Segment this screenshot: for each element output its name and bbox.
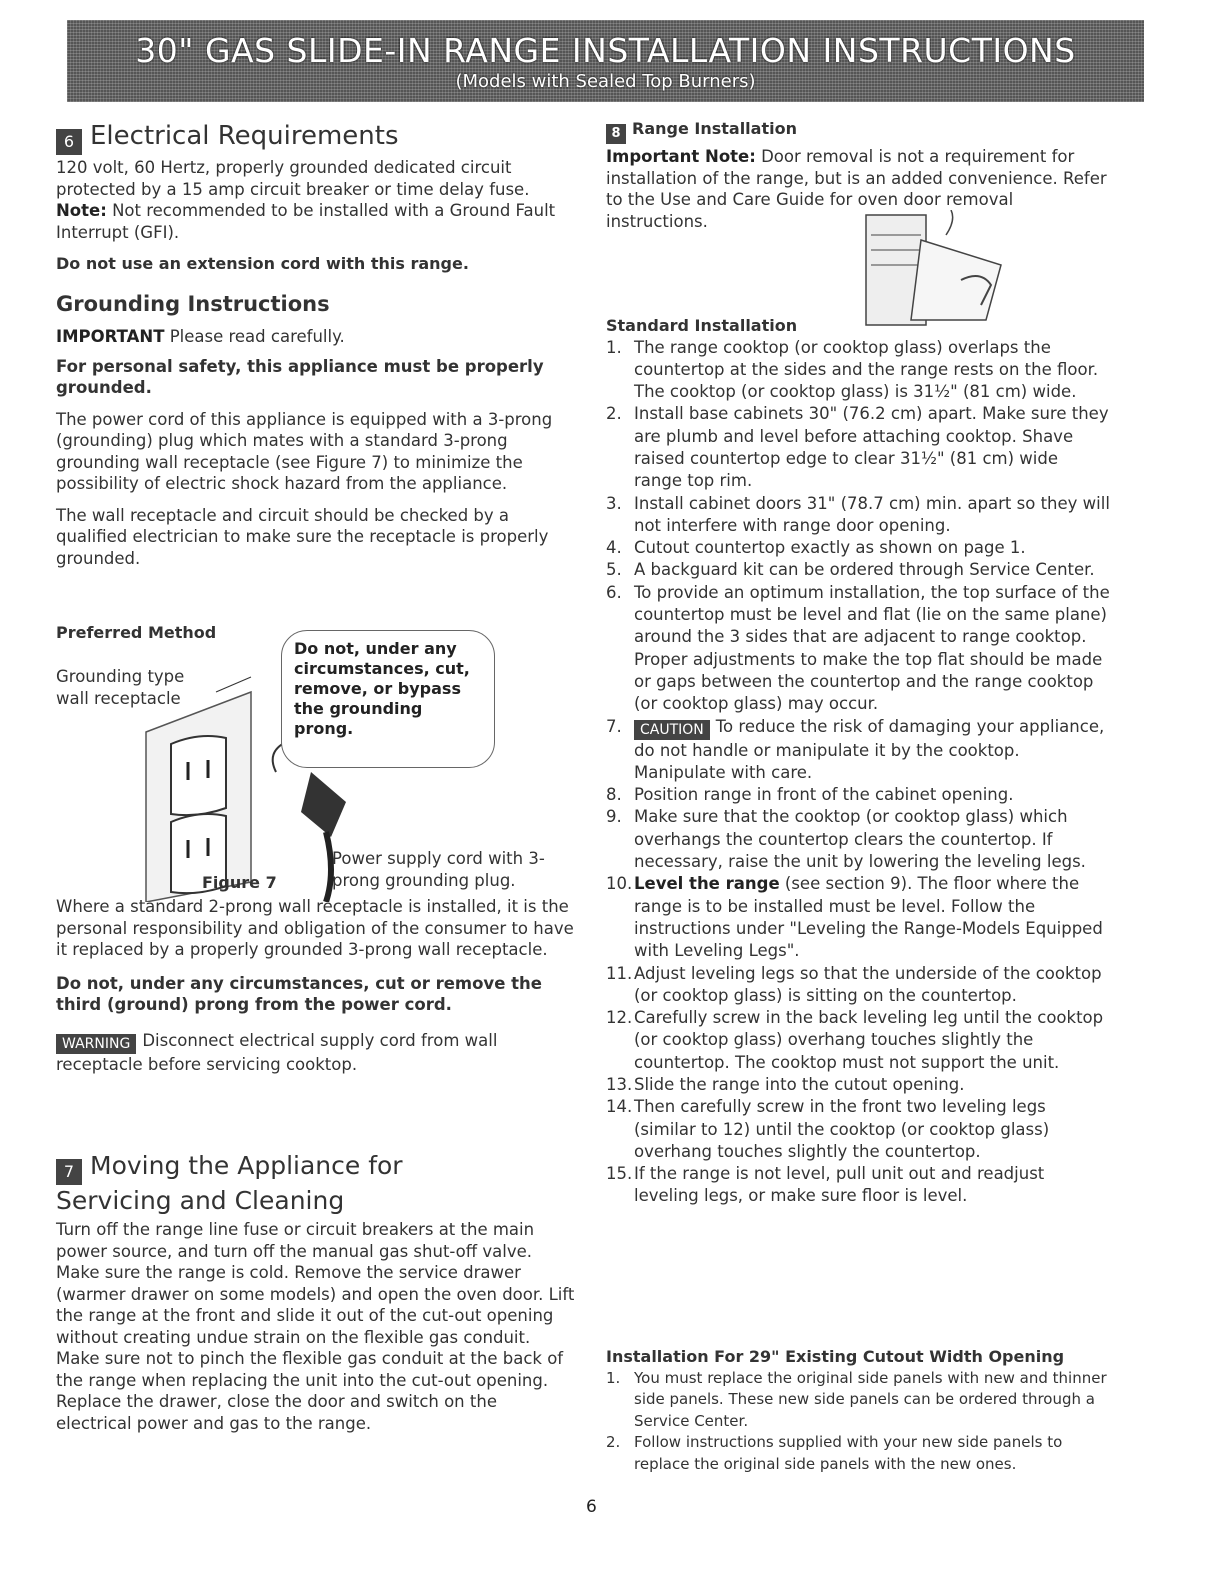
list-item: 4. Cutout countertop exactly as shown on page 1. [606,538,1026,558]
grounding-continued [56,896,576,1075]
standard-steps [606,337,1111,1208]
figure-7 [56,622,576,894]
range-install-heading-text: Range Installation [632,119,797,138]
section-number-badge: 8 [606,124,626,144]
list-item: 1. You must replace the original side panels with new and thinner side panels. These new side panels can be ordered through a Service Center. [606,1368,1107,1430]
electrical-section [56,120,576,275]
grounding-para1: The power cord of this appliance is equipped with a 3-prong (grounding) plug which mates with a standard 3-prong grounding wall receptacle (see Figure 7) to minimize the possibility of electric shock hazard from the appliance. [56,409,553,493]
important-note [606,146,1111,232]
important-note-text: Door removal is not a requirement for installation of the range, but is an added convenience. Refer to the Use and Care Guide for oven door removal instructions. [606,147,1107,231]
extension-cord-warning: Do not use an extension cord with this range. [56,254,469,273]
range-install-heading [606,118,1111,144]
existing-cutout-steps [606,1368,1111,1476]
important-line [56,326,576,348]
moving-section [56,1150,576,1434]
list-item-level: 10. Level the range (see section 9). The floor where the range is to be installed must be level. Follow the instructions under "Leveling the Range-Models Equipped with Leveling Legs". [606,874,1103,961]
cord-label: Power supply cord with 3-prong grounding plug. [332,849,545,890]
list-item: 6. To provide an optimum installation, the top surface of the countertop must be level and flat (lie on the same plane) around the 3 sides that are adjacent to range cooktop. Proper adjustments to make the top flat should be made or gaps between the countertop and the range cooktop (or cooktop glass) may occur. [606,582,1110,714]
list-item-caution: 7. CAUTION To reduce the risk of damaging your appliance, do not handle or manipulate it by the cooktop. Manipulate with care. [606,716,1105,782]
prong-warning: Do not, under any circumstances, cut or remove the third (ground) prong from the power cord. [56,973,542,1014]
moving-heading [56,1150,576,1217]
grounding-section [56,290,576,569]
warning-line [56,1030,576,1076]
list-item: 12. Carefully screw in the back leveling leg until the cooktop (or cooktop glass) overhang touches slightly the countertop. The cooktop must not support the unit. [606,1008,1104,1072]
list-item: 13. Slide the range into the cutout opening. [606,1075,965,1094]
important-text: Please read carefully. [164,327,345,346]
list-item: 2. Install base cabinets 30" (76.2 cm) apart. Make sure they are plumb and level before attaching cooktop. Shave raised countertop edge to clear 31½" (81 cm) wide range top rim. [606,404,1109,491]
list-item: 9. Make sure that the cooktop (or cooktop glass) which overhangs the countertop clears the countertop. If necessary, raise the unit by lowering the leveling legs. [606,807,1086,872]
figure-caption: Figure 7 [202,873,277,892]
page-title: 30" GAS SLIDE-IN RANGE INSTALLATION INSTRUCTIONS [135,31,1076,70]
existing-cutout-section [606,1346,1111,1475]
standard-installation [606,315,1111,1208]
existing-cutout-heading: Installation For 29" Existing Cutout Width Opening [606,1347,1065,1366]
preferred-method-label: Preferred Method [56,623,217,642]
important-label: IMPORTANT [56,327,165,346]
list-item: 1. The range cooktop (or cooktop glass) overlaps the countertop at the sides and the range rests on the floor. The cooktop (or cooktop glass) is 31½" (81 cm) wide. [606,337,1099,402]
electrical-para: 120 volt, 60 Hertz, properly grounded dedicated circuit protected by a 15 amp circuit breaker or time delay fuse. [56,158,530,199]
list-item: 8. Position range in front of the cabinet opening. [606,785,1014,805]
list-item: 2. Follow instructions supplied with your new side panels to replace the original side panels with the new ones. [606,1433,1063,1473]
title-banner [67,20,1144,102]
list-item: 5. A backguard kit can be ordered through Service Center. [606,560,1095,580]
grounding-callout: Do not, under any circumstances, cut, remove, or bypass the grounding prong. [281,630,495,768]
list-item: 15. If the range is not level, pull unit out and readjust leveling legs, or make sure floor is level. [606,1164,1045,1206]
grounding-para2: The wall receptacle and circuit should be checked by a qualified electrician to make sure the receptacle is properly grounded. [56,505,549,568]
caution-badge: CAUTION [634,720,710,740]
warning-badge: WARNING [56,1034,136,1054]
moving-heading-line2: Servicing and Cleaning [56,1186,345,1215]
range-install-section [606,118,1111,232]
list-item: 14. Then carefully screw in the front two leveling legs (similar to 12) until the cooktop (or cooktop glass) overhang touches slightly the countertop. [606,1097,1050,1161]
important-note-label: Important Note: [606,147,756,166]
section-number-badge: 6 [56,129,82,155]
list-item: 3. Install cabinet doors 31" (78.7 cm) min. apart so they will not interfere with range door opening. [606,493,1110,535]
grounding-para3: Where a standard 2-prong wall receptacle is installed, it is the personal responsibility and obligation of the consumer to have it replaced by a properly grounded 3-prong wall receptacle. [56,897,574,959]
outlet-top [171,736,226,815]
moving-para: Turn off the range line fuse or circuit breakers at the main power source, and turn off the manual gas shut-off valve. Make sure the range is cold. Remove the service drawer (warmer drawer on some models) and open the oven door. Lift the range at the front and slide it out of the cut-out opening without creating undue strain on the flexible gas conduit. Make sure not to pinch the flexible gas conduit at the back of the range when replacing the unit into the cut-out opening. Replace the drawer, close the door and switch on the electrical power and gas to the range. [56,1220,575,1433]
electrical-heading [56,120,576,155]
grounding-heading: Grounding Instructions [56,292,330,316]
power-cord [326,832,331,902]
warning-text: Disconnect electrical supply cord from wall receptacle before servicing cooktop. [56,1030,498,1074]
receptacle-label: Grounding type wall receptacle [56,667,185,708]
note-label: Note: [56,201,107,220]
section-number-badge: 7 [56,1159,82,1185]
page-subtitle: (Models with Sealed Top Burners) [455,71,756,92]
electrical-heading-text: Electrical Requirements [90,121,399,151]
page-number: 6 [586,1497,597,1517]
safety-warning: For personal safety, this appliance must be properly grounded. [56,356,544,397]
standard-heading: Standard Installation [606,316,798,335]
moving-heading-line1: Moving the Appliance for [90,1151,403,1180]
plug [301,772,346,837]
note-text: Not recommended to be installed with a Ground Fault Interrupt (GFI). [56,201,556,242]
list-item: 11. Adjust leveling legs so that the underside of the cooktop (or cooktop glass) is sitting on the countertop. [606,963,1102,1005]
electrical-note [56,200,576,243]
